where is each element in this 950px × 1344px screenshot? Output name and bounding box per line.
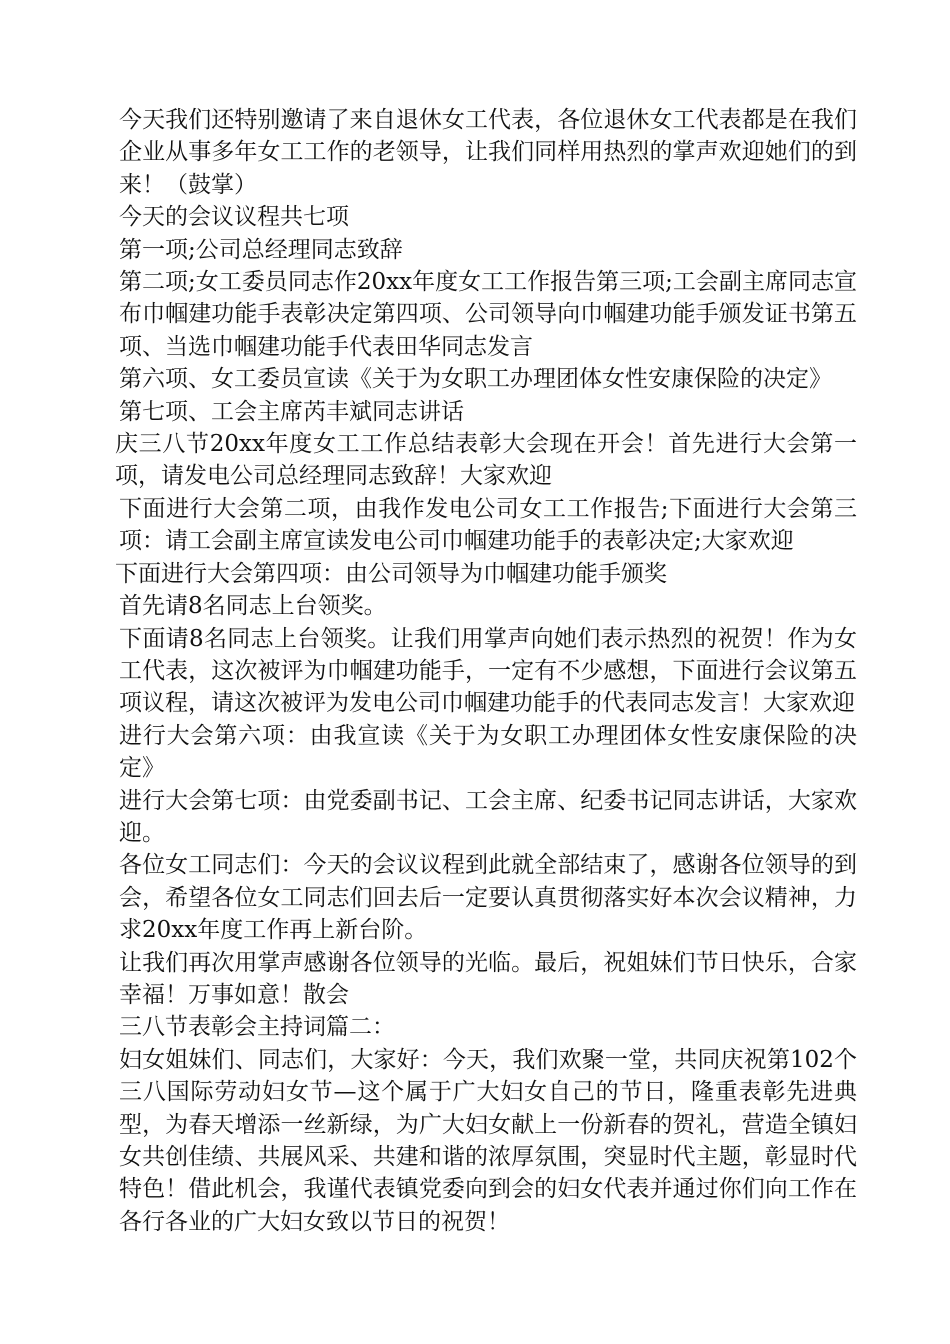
paragraph-agenda-intro: 今天的会议议程共七项 [119,204,349,231]
document-page [105,104,857,1238]
paragraph-thanks: 让我们再次用掌声感谢各位领导的光临。最后，祝姐妹们节日快乐，合家幸福！万事如意！散会 [119,949,857,1008]
paragraph-second-awards: 下面请8名同志上台领奖。让我们用掌声向她们表示热烈的祝贺！作为女工代表，这次被评为巾帼建功能手，一定有不少感想，下面进行会议第五项议程，请这次被评为发电公司巾帼建功能手的代表同志发言！大家欢迎 [119,625,857,717]
paragraph-retired-representatives: 今天我们还特别邀请了来自退休女工代表，各位退休女工代表都是在我们企业从事多年女工工作的老领导，让我们同样用热烈的掌声欢迎她们的到来！（鼓掌） [119,107,857,198]
paragraph-closing: 各位女工同志们：今天的会议议程到此就全部结束了，感谢各位领导的到会，希望各位女工同志们回去后一定要认真贯彻落实好本次会议精神，力求20xx年度工作再上新台阶。 [119,852,857,944]
paragraph-seventh-item: 进行大会第七项：由党委副书记、工会主席、纪委书记同志讲话，大家欢迎。 [119,787,857,846]
paragraph-first-awards: 首先请8名同志上台领奖。 [119,593,387,620]
paragraph-fourth-item: 下面进行大会第四项：由公司领导为巾帼建功能手颁奖 [115,560,667,587]
paragraph-agenda-item-6: 第六项、女工委员宣读《关于为女职工办理团体女性安康保险的决定》 [119,366,832,393]
paragraph-sixth-item: 进行大会第六项：由我宣读《关于为女职工办理团体女性安康保险的决定》 [119,722,857,782]
paragraph-part-two-greeting: 妇女姐妹们、同志们，大家好：今天，我们欢聚一堂，共同庆祝第102个三八国际劳动妇女节—这个属于广大妇女自己的节日，隆重表彰先进典型，为春天增添一丝新绿，为广大妇女献上一份新春的贺礼，营造全镇妇女共创佳绩、共展风采、共建和谐的浓厚氛围，突显时代主题，彰显时代特色！借此机会，我谨代表镇党委向到会的妇女代表并通过你们向工作在各行各业的广大妇女致以节日的祝贺！ [119,1046,857,1235]
section-heading-part-two: 三八节表彰会主持词篇二： [119,1014,395,1041]
paragraph-agenda-item-1: 第一项;公司总经理同志致辞 [119,236,403,263]
paragraph-meeting-opening: 庆三八节20xx年度女工工作总结表彰大会现在开会！首先进行大会第一项，请发电公司总经理同志致辞！大家欢迎 [115,431,857,490]
paragraph-agenda-items-2-5: 第二项;女工委员同志作20xx年度女工工作报告第三项;工会副主席同志宣布巾帼建功能手表彰决定第四项、公司领导向巾帼建功能手颁发证书第五项、当选巾帼建功能手代表田华同志发言 [119,269,857,360]
paragraph-agenda-item-7: 第七项、工会主席芮丰斌同志讲话 [119,398,464,425]
paragraph-second-third-items: 下面进行大会第二项，由我作发电公司女工工作报告;下面进行大会第三项：请工会副主席宣读发电公司巾帼建功能手的表彰决定;大家欢迎 [119,495,857,555]
